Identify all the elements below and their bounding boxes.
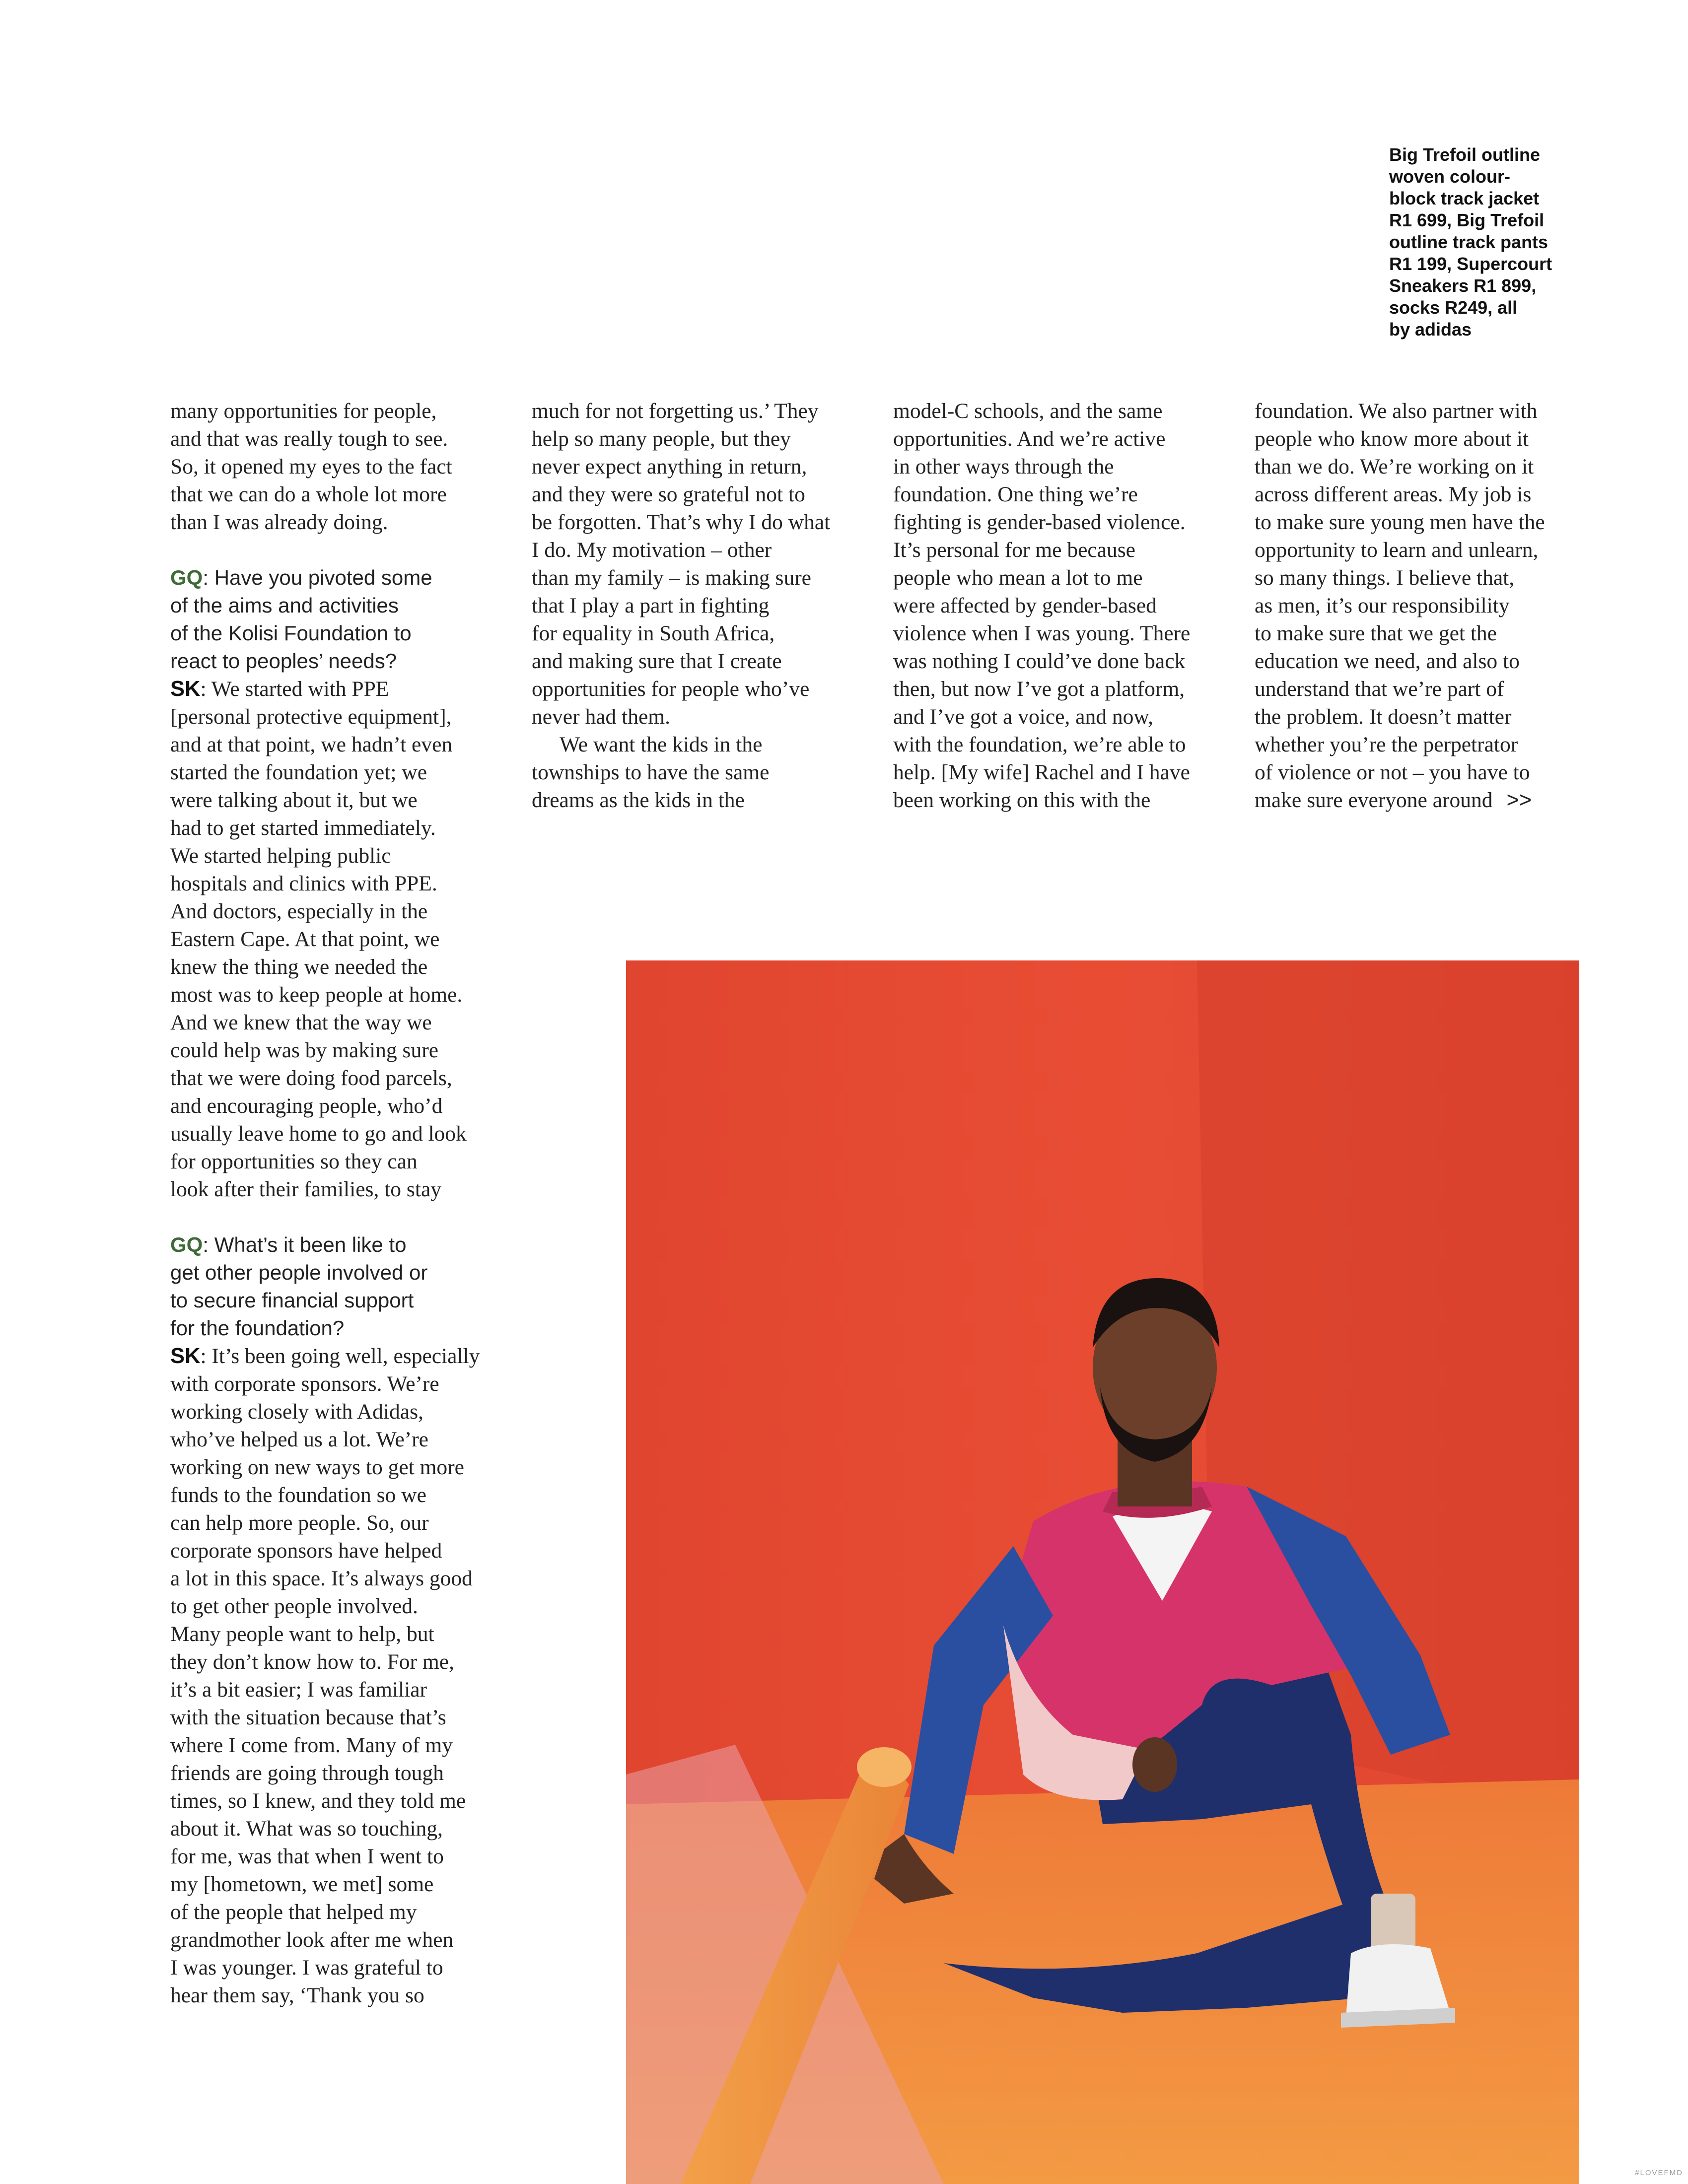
body-line: of violence or not – you have to xyxy=(1255,760,1530,784)
answer-text: It’s been going well, especially xyxy=(211,1344,480,1368)
portrait-illustration xyxy=(626,960,1579,2184)
body-line: dreams as the kids in the xyxy=(532,788,745,812)
body-line: violence when I was young. There xyxy=(893,621,1191,645)
portrait-photo xyxy=(626,960,1579,2184)
body-line: opportunity to learn and unlearn, xyxy=(1255,538,1539,562)
body-line: could help was by making sure xyxy=(170,1038,439,1062)
body-line: the problem. It doesn’t matter xyxy=(1255,705,1512,729)
body-line: make sure everyone around xyxy=(1255,788,1493,812)
body-line: working closely with Adidas, xyxy=(170,1400,423,1424)
question-text: to secure financial support xyxy=(170,1289,414,1312)
caption-line: R1 699, Big Trefoil xyxy=(1389,210,1545,230)
body-line: it’s a bit easier; I was familiar xyxy=(170,1678,427,1702)
body-line: for equality in South Africa, xyxy=(532,621,775,645)
body-line: so many things. I believe that, xyxy=(1255,566,1515,590)
body-line: had to get started immediately. xyxy=(170,816,436,840)
body-line: many opportunities for people, xyxy=(170,399,437,423)
body-line: help so many people, but they xyxy=(532,427,791,451)
body-line: can help more people. So, our xyxy=(170,1511,429,1535)
body-line: and I’ve got a voice, and now, xyxy=(893,705,1153,729)
body-line: than my family – is making sure xyxy=(532,566,811,590)
body-line: I was younger. I was grateful to xyxy=(170,1956,443,1979)
body-line: times, so I knew, and they told me xyxy=(170,1789,466,1813)
body-line: started the foundation yet; we xyxy=(170,760,427,784)
body-line: across different areas. My job is xyxy=(1255,482,1532,506)
body-line: townships to have the same xyxy=(532,760,770,784)
body-line: foundation. One thing we’re xyxy=(893,482,1138,506)
question-2: GQ: What’s it been like to get other people involved or to secure financial support for the foundation? xyxy=(170,1231,508,1342)
question-text: What’s it been like to xyxy=(214,1233,407,1256)
question-text: of the aims and activities xyxy=(170,594,399,617)
body-line: of the people that helped my xyxy=(170,1900,417,1924)
body-line: for opportunities so they can xyxy=(170,1150,418,1173)
caption-line: block track jacket xyxy=(1389,188,1540,208)
body-line: Many people want to help, but xyxy=(170,1622,434,1646)
caption-line: Big Trefoil outline xyxy=(1389,144,1540,165)
body-line: opportunities for people who’ve xyxy=(532,677,810,701)
body-line: never expect anything in return, xyxy=(532,455,807,478)
body-line: understand that we’re part of xyxy=(1255,677,1504,701)
body-line: And doctors, especially in the xyxy=(170,899,428,923)
body-line: about it. What was so touching, xyxy=(170,1817,443,1841)
body-line: help. [My wife] Rachel and I have xyxy=(893,760,1190,784)
body-line: that we were doing food parcels, xyxy=(170,1066,452,1090)
body-line: with the foundation, we’re able to xyxy=(893,733,1186,756)
body-line: look after their families, to stay xyxy=(170,1177,442,1201)
body-line: whether you’re the perpetrator xyxy=(1255,733,1518,756)
body-line: Eastern Cape. At that point, we xyxy=(170,927,440,951)
body-line: my [hometown, we met] some xyxy=(170,1872,434,1896)
body-line: were talking about it, but we xyxy=(170,788,418,812)
body-line: [personal protective equipment], xyxy=(170,705,452,729)
caption-line: Sneakers R1 899, xyxy=(1389,275,1537,296)
question-1: GQ: Have you pivoted some of the aims and activities of the Kolisi Foundation to react to peoples’ needs? xyxy=(170,564,508,675)
body-line: to get other people involved. xyxy=(170,1594,418,1618)
body-line: corporate sponsors have helped xyxy=(170,1539,442,1563)
body-line: working on new ways to get more xyxy=(170,1455,464,1479)
sk-label: SK xyxy=(170,1344,201,1368)
body-line: been working on this with the xyxy=(893,788,1151,812)
body-line: foundation. We also partner with xyxy=(1255,399,1538,423)
body-line: and they were so grateful not to xyxy=(532,482,805,506)
col2-paragraph-2 xyxy=(532,731,869,814)
body-line: than we do. We’re working on it xyxy=(1255,455,1534,478)
question-text: react to peoples’ needs? xyxy=(170,649,397,673)
question-text: Have you pivoted some xyxy=(214,566,432,589)
col2-paragraph-1 xyxy=(532,397,869,731)
body-line: usually leave home to go and look xyxy=(170,1122,467,1146)
continue-arrow: >> xyxy=(1506,788,1532,812)
body-line: knew the thing we needed the xyxy=(170,955,428,979)
body-line: people who mean a lot to me xyxy=(893,566,1143,590)
article-column-3 xyxy=(893,397,1231,814)
body-line: never had them. xyxy=(532,705,671,729)
gq-label: GQ xyxy=(170,566,203,589)
body-line: for me, was that when I went to xyxy=(170,1844,444,1868)
body-line: as men, it’s our responsibility xyxy=(1255,594,1510,617)
body-line: We started helping public xyxy=(170,844,391,868)
caption-line: socks R249, all xyxy=(1389,297,1518,318)
body-line: education we need, and also to xyxy=(1255,649,1520,673)
body-line: opportunities. And we’re active xyxy=(893,427,1166,451)
body-line: were affected by gender-based xyxy=(893,594,1157,617)
body-line: most was to keep people at home. xyxy=(170,983,463,1007)
question-text: get other people involved or xyxy=(170,1261,428,1284)
caption-line: by adidas xyxy=(1389,319,1472,340)
answer-text: We started with PPE xyxy=(211,677,389,701)
answer-2: SK: It’s been going well, especially with corporate sponsors. We’re working closely with Adidas, who’ve helped us a lot. We’re working on new ways to get more funds to the foundation so we can help more people. So, our corporate sponsors have helped a lot in this space. It’s always good to get other people involved. Many people want to help, but they don’t know how to. For me, it’s a bit easier; I was familiar with the situation because that’s where I come from. Many of my friends are going through tough times, so I knew, and they told me about it. What was so touching, for me, was that when I went to my [hometown, we met] some of the people that helped my grandmother look after me when I was younger. I was grateful to hear them say, ‘Thank you so xyxy=(170,1342,508,2009)
body-line: And we knew that the way we xyxy=(170,1011,432,1034)
body-line: and that was really tough to see. xyxy=(170,427,448,451)
col1-intro-paragraph xyxy=(170,397,508,536)
question-text: for the foundation? xyxy=(170,1316,345,1340)
watermark: #LOVEFMD xyxy=(1635,2169,1683,2177)
body-line: model-C schools, and the same xyxy=(893,399,1163,423)
body-line: that I play a part in fighting xyxy=(532,594,770,617)
body-line: So, it opened my eyes to the fact xyxy=(170,455,452,478)
body-line: was nothing I could’ve done back xyxy=(893,649,1186,673)
body-line: with the situation because that’s xyxy=(170,1706,446,1729)
body-line: It’s personal for me because xyxy=(893,538,1135,562)
photo-caption xyxy=(1389,144,1618,341)
body-line: and encouraging people, who’d xyxy=(170,1094,443,1118)
body-line: fighting is gender-based violence. xyxy=(893,510,1186,534)
body-line: I do. My motivation – other xyxy=(532,538,772,562)
caption-line: outline track pants xyxy=(1389,232,1548,252)
body-line: people who know more about it xyxy=(1255,427,1529,451)
body-line: to make sure that we get the xyxy=(1255,621,1497,645)
body-line: who’ve helped us a lot. We’re xyxy=(170,1428,428,1451)
body-line: hear them say, ‘Thank you so xyxy=(170,1983,424,2007)
sk-label: SK xyxy=(170,677,201,701)
body-line: that we can do a whole lot more xyxy=(170,482,447,506)
body-line: where I come from. Many of my xyxy=(170,1733,453,1757)
body-line: they don’t know how to. For me, xyxy=(170,1650,454,1674)
body-line: and making sure that I create xyxy=(532,649,782,673)
question-text: of the Kolisi Foundation to xyxy=(170,621,412,645)
body-line: than I was already doing. xyxy=(170,510,388,534)
body-line: We want the kids in the xyxy=(560,733,763,756)
body-line: and at that point, we hadn’t even xyxy=(170,733,453,756)
body-line: friends are going through tough xyxy=(170,1761,444,1785)
gq-label: GQ xyxy=(170,1233,203,1256)
body-line: in other ways through the xyxy=(893,455,1114,478)
body-line: with corporate sponsors. We’re xyxy=(170,1372,439,1396)
body-line: hospitals and clinics with PPE. xyxy=(170,872,437,895)
body-line: be forgotten. That’s why I do what xyxy=(532,510,831,534)
caption-line: R1 199, Supercourt xyxy=(1389,254,1552,274)
article-column-4 xyxy=(1255,397,1592,814)
article-column-2 xyxy=(532,397,869,814)
article-column-1 xyxy=(170,397,508,2009)
body-line: grandmother look after me when xyxy=(170,1928,454,1952)
body-line: much for not forgetting us.’ They xyxy=(532,399,819,423)
body-line: then, but now I’ve got a platform, xyxy=(893,677,1185,701)
body-line: a lot in this space. It’s always good xyxy=(170,1567,473,1590)
body-line: funds to the foundation so we xyxy=(170,1483,426,1507)
answer-1: SK: We started with PPE [personal protective equipment], and at that point, we hadn’t even started the foundation yet; we were talking about it, but we had to get started immediately. We started helping public hospitals and clinics with PPE. And doctors, especially in the Eastern Cape. At that point, we knew the thing we needed the most was to keep people at home. And we knew that the way we could help was by making sure that we were doing food parcels, and encouraging people, who’d usually leave home to go and look for opportunities so they can look after their families, to stay xyxy=(170,675,508,1203)
body-line: to make sure young men have the xyxy=(1255,510,1545,534)
caption-line: woven colour- xyxy=(1389,166,1511,187)
